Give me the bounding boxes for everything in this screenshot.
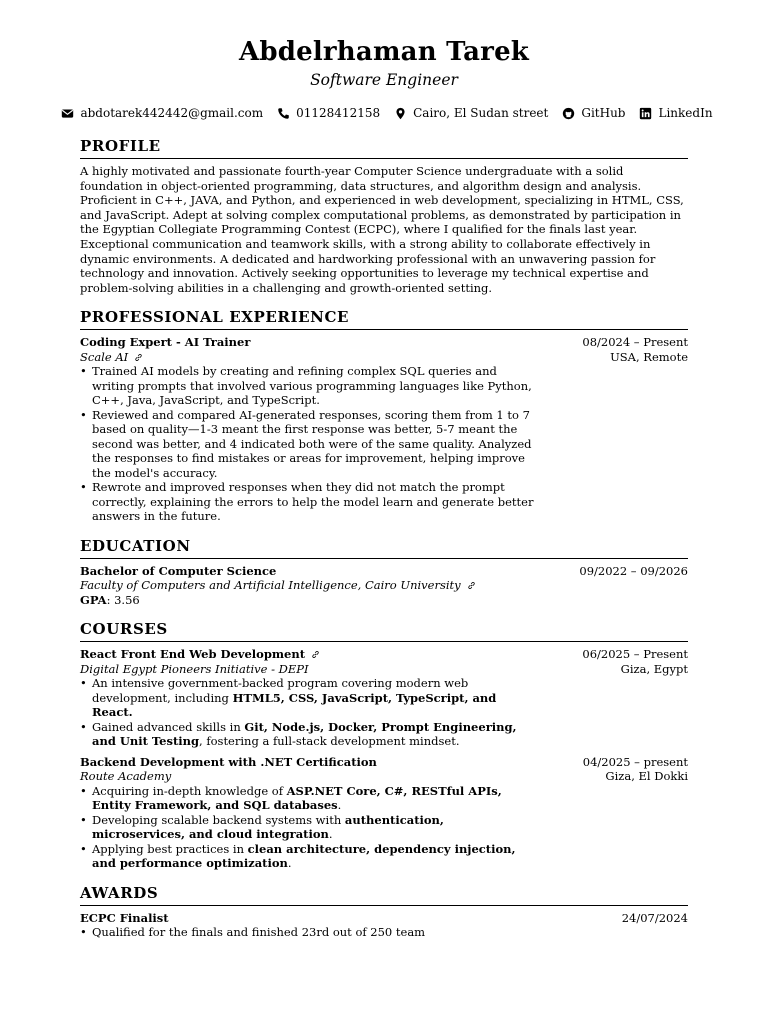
location-pin-icon <box>394 107 407 120</box>
job-role: Coding Expert - AI Trainer <box>80 335 251 350</box>
resume-content <box>80 136 688 952</box>
phone-icon <box>277 107 290 120</box>
award-entry <box>80 911 688 940</box>
course-entry <box>80 755 688 871</box>
education-title-row <box>80 564 688 579</box>
list-item: • Trained AI models by creating and refining complex SQL queries and writing prompts that involved various programming languages like Python, C++, Java, JavaScript, and TypeScript. <box>80 364 540 408</box>
school-name: Faculty of Computers and Artificial Intelligence, Cairo University <box>80 578 461 593</box>
job-location: USA, Remote <box>610 349 688 364</box>
education-section <box>80 536 688 608</box>
link-icon <box>467 581 476 590</box>
company-name: Scale AI <box>80 349 129 364</box>
bullet-bold-text: HTML5, CSS, JavaScript, TypeScript, and React. <box>92 690 497 720</box>
resume-header <box>0 36 768 90</box>
contact-linkedin[interactable] <box>639 106 712 121</box>
course-date: 04/2025 – present <box>582 754 688 769</box>
section-heading-education: EDUCATION <box>80 536 688 559</box>
location-text: Cairo, El Sudan street <box>413 105 549 120</box>
list-item <box>80 720 540 749</box>
education-date: 09/2022 – 09/2026 <box>579 563 688 578</box>
gpa-value: : 3.56 <box>106 592 140 607</box>
experience-section <box>80 307 688 524</box>
bullet-text: Developing scalable backend systems with <box>92 812 345 827</box>
course-provider: Route Academy <box>80 769 172 784</box>
course-title-row <box>80 647 688 662</box>
envelope-icon <box>61 107 74 120</box>
bullet-text: Acquiring in-depth knowledge of <box>92 783 287 798</box>
section-heading-courses: COURSES <box>80 619 688 642</box>
gpa-label: GPA <box>80 592 107 607</box>
phone-text: 01128412158 <box>296 105 381 120</box>
list-item: • Qualified for the finals and finished 23rd out of 250 team <box>80 925 540 940</box>
bullet-text: . <box>328 827 333 842</box>
experience-sub-row <box>80 350 688 365</box>
award-bullets <box>80 925 540 940</box>
linkedin-link: LinkedIn <box>658 105 713 120</box>
bullet-text: An intensive government-backed program covering modern web development, including <box>92 676 469 705</box>
contact-email[interactable] <box>61 106 263 121</box>
bullet-text: . <box>337 798 342 813</box>
award-title: ECPC Finalist <box>80 910 169 925</box>
course-title: Backend Development with .NET Certification <box>80 754 377 769</box>
link-icon <box>134 353 143 362</box>
course-bullets <box>80 676 540 749</box>
school-link[interactable] <box>80 578 476 593</box>
course-provider: Digital Egypt Pioneers Initiative - DEPI <box>80 661 309 676</box>
experience-entry <box>80 335 688 524</box>
bullet-text: , fostering a full-stack development mindset. <box>199 734 460 749</box>
job-date: 08/2024 – Present <box>582 335 688 350</box>
awards-section <box>80 883 688 940</box>
contact-github[interactable] <box>562 106 625 121</box>
course-link[interactable] <box>80 647 320 662</box>
person-title: Software Engineer <box>310 71 458 89</box>
course-bullets <box>80 784 540 871</box>
award-title-row <box>80 911 688 926</box>
section-heading-profile: PROFILE <box>80 136 688 159</box>
profile-section <box>80 136 688 295</box>
courses-section <box>80 619 688 871</box>
bullet-bold-text: Git, Node.js, Docker, Prompt Engineering, and Unit Testing <box>92 719 517 749</box>
list-item: • Rewrote and improved responses when they did not match the prompt correctly, explaining the errors to help the model learn and generate better answers in the future. <box>80 480 540 524</box>
person-name: Abdelrhaman Tarek <box>238 37 530 67</box>
email-text: abdotarek442442@gmail.com <box>80 105 264 120</box>
bullet-text: . <box>287 856 292 871</box>
list-item: • Reviewed and compared AI-generated responses, scoring them from 1 to 7 based on quality—1-3 meant the first response was better, 5-7 meant the second was better, and 4 indicated both were of the same quality. Analyzed the responses to find mistakes or areas for improvement, helping improve the model's accuracy. <box>80 408 540 481</box>
course-title: React Front End Web Development <box>80 647 306 662</box>
linkedin-icon <box>639 107 652 120</box>
list-item <box>80 813 540 842</box>
section-heading-experience: PROFESSIONAL EXPERIENCE <box>80 307 688 330</box>
education-entry <box>80 564 688 608</box>
course-sub-row <box>80 662 688 677</box>
list-item <box>80 842 540 871</box>
github-link: GitHub <box>581 105 626 120</box>
course-entry <box>80 647 688 749</box>
course-title-row <box>80 755 688 770</box>
list-item <box>80 676 540 720</box>
gpa-line <box>80 593 688 608</box>
list-item <box>80 784 540 813</box>
course-location: Giza, El Dokki <box>605 769 688 784</box>
course-date: 06/2025 – Present <box>582 647 688 662</box>
contact-bar <box>80 105 713 121</box>
course-sub-row <box>80 769 688 784</box>
degree-title: Bachelor of Computer Science <box>80 563 277 578</box>
experience-bullets <box>80 364 540 524</box>
contact-location[interactable] <box>394 106 548 121</box>
education-sub-row <box>80 578 688 593</box>
section-heading-awards: AWARDS <box>80 883 688 906</box>
bullet-text: Applying best practices in <box>92 841 248 856</box>
experience-title-row <box>80 335 688 350</box>
bullet-bold-text: clean architecture, dependency injection, and performance optimization <box>92 841 516 871</box>
profile-summary: A highly motivated and passionate fourth-year Computer Science undergraduate with a solid foundation in object-oriented programming, data structures, and algorithm design and analysis. Proficient in C++, JAVA, and Python, and experienced in web development, specializing in HTML, CSS, and JavaScript. Adept at solving complex computational problems, as demonstrated by participation in the Egyptian Collegiate Programming Contest (ECPC), where I qualified for the finals last year. Exceptional communication and teamwork skills, with a strong ability to collaborate effectively in dynamic environments. A dedicated and hardworking professional with an unwavering passion for technology and innovation. Actively seeking opportunities to leverage my technical expertise and problem-solving abilities in a challenging and growth-oriented setting. <box>80 164 684 295</box>
link-icon <box>311 650 320 659</box>
bullet-bold-text: authentication, microservices, and cloud integration <box>92 812 444 842</box>
course-location: Giza, Egypt <box>620 661 688 676</box>
bullet-bold-text: ASP.NET Core, C#, RESTful APIs, Entity Framework, and SQL databases <box>92 783 502 813</box>
company-link[interactable] <box>80 350 143 365</box>
bullet-text: Gained advanced skills in <box>92 719 245 734</box>
github-icon <box>562 107 575 120</box>
award-date: 24/07/2024 <box>621 910 688 925</box>
contact-phone[interactable] <box>277 106 380 121</box>
